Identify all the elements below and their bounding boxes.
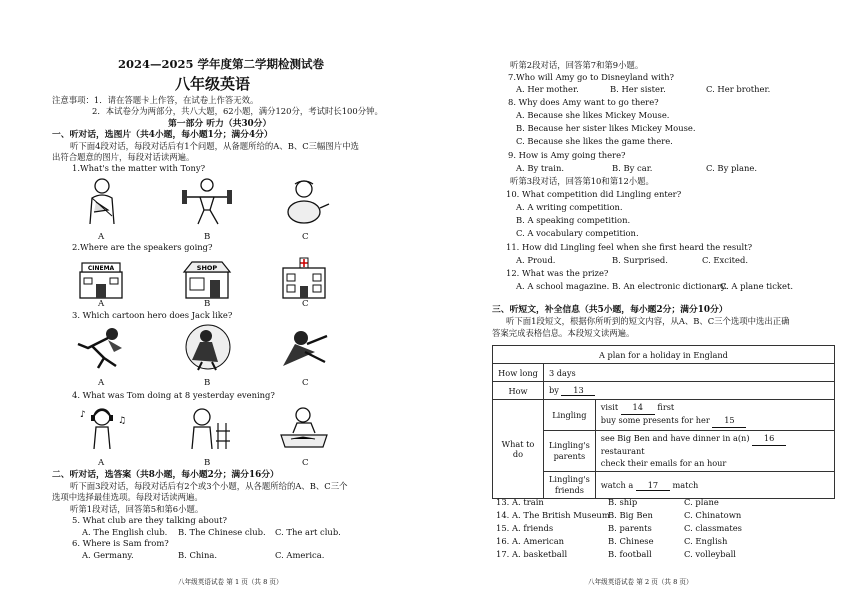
section-2-heading: 二、听对话，选答案（共8小题，每小题2分；满分16分） (52, 470, 279, 480)
question-1: 1.What's the matter with Tony? (72, 163, 206, 173)
q10-option-a: A. A writing competition. (516, 202, 623, 212)
question-10: 10. What competition did Lingling enter? (506, 189, 682, 199)
answer-15-a: A. friends (512, 523, 554, 533)
page-2 (430, 0, 860, 609)
answer-14-num: 14. (496, 510, 510, 520)
section-2-instruction-3: 听第1段对话，回答第5和第6小题。 (70, 504, 204, 514)
holiday-plan-table (492, 345, 835, 499)
flying-hero-icon (72, 322, 130, 372)
question-6: 6. Where is Sam from? (72, 538, 169, 548)
how-long-value: 3 days (544, 364, 835, 382)
listening-music-girl-icon (72, 403, 130, 453)
how-prefix: by (549, 385, 559, 395)
cinema-sign: CINEMA (87, 265, 115, 272)
q3-option-a: A (98, 378, 105, 388)
section-1-heading: 一、听对话，选图片（共4小题，每小题1分；满分4分） (52, 130, 273, 140)
page-2-footer: 八年级英语试卷 第 2 页（共 8 页） (588, 578, 693, 586)
shop-building-icon (178, 254, 236, 304)
arm-sling-boy-icon (72, 176, 130, 226)
parents-line1-pre: see Big Ben and have dinner in a(n) (600, 432, 750, 443)
question-2: 2.Where are the speakers going? (72, 242, 213, 252)
section-3-heading: 三、听短文，补全信息（共5小题，每小题2分；满分10分） (492, 305, 728, 315)
section-2-instruction-1: 听下面3段对话，每段对话后有2个或3个小题，从各题所给的A、B、C三个 (70, 481, 348, 491)
q3-option-b: B (204, 378, 211, 388)
q5-option-a: A. The English club. (82, 527, 168, 537)
q4-option-c: C (302, 458, 309, 468)
q1-option-b: B (204, 232, 211, 242)
blank-17: 17 (636, 480, 670, 491)
parents-line1-post: restaurant (600, 445, 645, 456)
q12-option-b: B. An electronic dictionary. (612, 281, 728, 291)
q9-option-c: C. By plane. (706, 163, 758, 173)
question-9: 9. How is Amy going there? (508, 150, 626, 160)
svg-text:♪: ♪ (80, 410, 86, 420)
dialog-2-intro: 听第2段对话，回答第7和第9小题。 (510, 60, 644, 70)
notes-line-2: 2．本试卷分为两部分，共八大题，62小题，满分120分，考试时长100分钟。 (92, 106, 383, 116)
table-row (493, 400, 835, 431)
q5-option-b: B. The Chinese club. (178, 527, 266, 537)
q2-option-c: C (302, 299, 309, 309)
parents-label (544, 430, 596, 472)
q11-option-a: A. Proud. (516, 255, 556, 265)
part1-title: 第一部分 听力（共30分） (168, 119, 272, 129)
how-long-label: How long (493, 364, 544, 382)
lingling-line1-post: first (657, 402, 675, 412)
question-7: 7.Who will Amy go to Disneyland with? (508, 72, 675, 82)
studying-boy-icon (275, 403, 333, 453)
friends-post: match (672, 479, 699, 490)
section-3-instruction-2: 答案完成表格信息。本段短文读两遍。 (492, 328, 635, 338)
parents-label-line2: parents (553, 451, 586, 462)
q7-option-b: B. Her sister. (610, 84, 666, 94)
table-row (493, 346, 835, 364)
q7-option-a: A. Her mother. (516, 84, 579, 94)
answer-13-c: C. plane (684, 497, 719, 507)
q2-option-a: A (98, 299, 105, 309)
question-12: 12. What was the prize? (506, 268, 609, 278)
question-5: 5. What club are they talking about? (72, 515, 228, 525)
blank-15: 15 (712, 415, 746, 428)
q8-option-c: C. Because she likes the game there. (516, 136, 673, 146)
page-1-footer: 八年级英语试卷 第 1 页（共 8 页） (178, 578, 283, 586)
section-3-instruction-1: 听下面1段短文，根据你所听到的短文内容，从A、B、C三个选项中选出正确 (506, 316, 790, 326)
lingling-label: Lingling (544, 400, 596, 431)
answer-15-b: B. parents (608, 523, 652, 533)
q3-option-c: C (302, 378, 309, 388)
answer-14-b: B. Big Ben (608, 510, 653, 520)
q7-option-c: C. Her brother. (706, 84, 771, 94)
q11-option-c: C. Excited. (702, 255, 748, 265)
blank-14: 14 (621, 402, 655, 415)
friends-label (544, 472, 596, 498)
q8-option-a: A. Because she likes Mickey Mouse. (516, 110, 670, 120)
table-row (493, 364, 835, 382)
weightlifting-boy-icon (178, 176, 236, 226)
table-row (493, 472, 835, 498)
answer-16-a: A. American (512, 536, 565, 546)
q9-option-a: A. By train. (516, 163, 565, 173)
answer-15-c: C. classmates (684, 523, 742, 533)
section-2-instruction-2: 选项中选择最佳选项。每段对话读两遍。 (52, 492, 203, 502)
q12-option-a: A. A school magazine. (516, 281, 610, 291)
answer-17-c: C. volleyball (684, 549, 736, 559)
parents-label-line1: Lingling's (549, 440, 590, 451)
parents-plan (595, 430, 834, 472)
section-1-instruction-2: 出符合题意的图片，每段对话读两遍。 (52, 152, 195, 162)
answer-14-c: C. Chinatown (684, 510, 742, 520)
answer-16-num: 16. (496, 536, 510, 546)
table-title: A plan for a holiday in England (493, 346, 835, 364)
section-1-instruction-1: 听下面4段对话，每段对话后有1个问题，从备题所给的A、B、C三幅图片中选 (70, 141, 359, 151)
answer-13-num: 13. (496, 497, 510, 507)
blank-13: 13 (561, 385, 595, 396)
q9-option-b: B. By car. (612, 163, 653, 173)
lingling-line2-pre: buy some presents for her (600, 414, 710, 425)
q10-option-b: B. A speaking competition. (516, 215, 631, 225)
answer-15-num: 15. (496, 523, 510, 533)
answer-13-a: A. train (512, 497, 544, 507)
masked-hero-icon (275, 322, 333, 372)
notes-line-1: 注意事项：1．请在答题卡上作答，在试卷上作答无效。 (52, 95, 259, 105)
what-to-do-label: What to do (493, 400, 544, 499)
how-label: How (493, 382, 544, 400)
q4-option-b: B (204, 458, 211, 468)
answer-17-num: 17. (496, 549, 510, 559)
dialog-3-intro: 听第3段对话，回答第10和第12小题。 (510, 176, 654, 186)
svg-text:♫: ♫ (118, 416, 127, 426)
answer-16-b: B. Chinese (608, 536, 654, 546)
question-4: 4. What was Tom doing at 8 yesterday evening? (72, 390, 275, 400)
table-row (493, 382, 835, 400)
answer-17-a: A. basketball (512, 549, 568, 559)
q6-option-c: C. America. (275, 550, 325, 560)
q2-option-b: B (204, 299, 211, 309)
q5-option-c: C. The art club. (275, 527, 341, 537)
cinema-building-icon (72, 254, 130, 304)
friends-label-line2: friends (554, 485, 584, 496)
q1-option-a: A (98, 232, 105, 242)
q10-option-c: C. A vocabulary competition. (516, 228, 639, 238)
friends-plan (595, 472, 834, 498)
q1-option-c: C (302, 232, 309, 242)
blank-16: 16 (752, 433, 786, 446)
exam-title: 2024—2025 学年度第二学期检测试卷 (118, 57, 325, 71)
question-8: 8. Why does Amy want to go there? (508, 97, 659, 107)
q11-option-b: B. Surprised. (612, 255, 668, 265)
question-3: 3. Which cartoon hero does Jack like? (72, 310, 233, 320)
friends-label-line1: Lingling's (549, 474, 590, 485)
q4-option-a: A (98, 458, 105, 468)
q8-option-b: B. Because her sister likes Mickey Mouse. (516, 123, 696, 133)
caped-hero-icon (178, 322, 236, 372)
hospital-building-icon (275, 254, 333, 304)
shop-sign: SHOP (196, 264, 218, 272)
answer-13-b: B. ship (608, 497, 638, 507)
boy-at-fence-icon (178, 403, 236, 453)
answer-17-b: B. football (608, 549, 652, 559)
parents-line2: check their emails for an hour (600, 457, 727, 468)
lingling-plan (595, 400, 834, 431)
subject-title: 八年级英语 (175, 75, 251, 93)
q6-option-b: B. China. (178, 550, 218, 560)
lingling-line1-pre: visit (600, 402, 619, 412)
table-row (493, 430, 835, 472)
sick-boy-hot-water-bottle-icon (275, 176, 333, 226)
q12-option-c: C. A plane ticket. (720, 281, 793, 291)
friends-pre: watch a (600, 479, 634, 490)
answer-14-a: A. The British Museum (512, 510, 610, 520)
question-11: 11. How did Lingling feel when she first heard the result? (506, 242, 753, 252)
q6-option-a: A. Germany. (82, 550, 134, 560)
answer-16-c: C. English (684, 536, 728, 546)
how-value (544, 382, 835, 400)
